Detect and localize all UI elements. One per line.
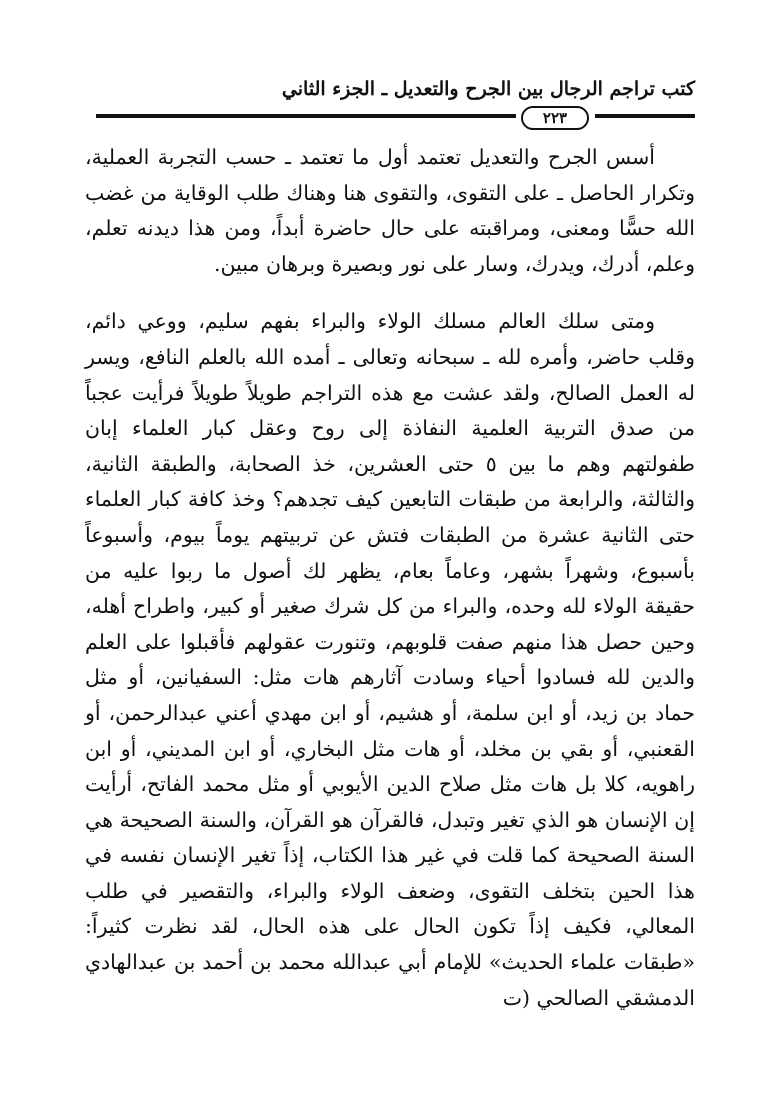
body-text [85, 140, 695, 1016]
page-number: ٢٢٣ [521, 106, 589, 130]
paragraph-2: ومتى سلك العالم مسلك الولاء والبراء بفهم سليم، ووعي دائم، وقلب حاضر، وأمره لله ـ سبحانه وتعالى ـ أمده الله بالعلم النافع، ويسر له العمل الصالح، ولقد عشت مع هذه التراجم طويلاً طويلاً فرأيت عجباً من صدق التربية العلمية النفاذة إلى روح وعقل كبار العلماء إبان طفولتهم وهم ما بين ٥ حتى العشرين، خذ الصحابة، والطبقة الثانية، والثالثة، والرابعة من طبقات التابعين كيف تجدهم؟ وخذ كافة كبار العلماء حتى الثانية عشرة من الطبقات فتش عن تربيتهم يوماً بيوم، وأسبوعاً بأسبوع، وشهراً بشهر، وعاماً بعام، يظهر لك أصول ما ربوا عليه من حقيقة الولاء لله وحده، والبراء من كل شرك صغير أو كبير، واطراح أهله، وحين حصل هذا منهم صفت قلوبهم، وتنورت عقولهم فأقبلوا على العلم والدين لله فسادوا أحياء وسادت آثارهم هات مثل: السفيانين، أو مثل حماد بن زيد، أو ابن سلمة، أو هشيم، أو ابن مهدي أعني عبدالرحمن، أو القعنبي، أو بقي بن مخلد، أو هات مثل البخاري، أو ابن المديني، أو ابن راهويه، كلا بل هات مثل صلاح الدين الأيوبي أو مثل محمد الفاتح، أرأيت إن الإنسان هو الذي تغير وتبدل، فالقرآن هو القرآن، والسنة الصحيحة هي السنة الصحيحة كما قلت في غير هذا الكتاب، إذاً تغير الإنسان نفسه في هذا الحين بتخلف التقوى، وضعف الولاء والبراء، والتقصير في طلب المعالي، فكيف إذاً تكون الحال على هذه الحال، لقد نظرت كثيراً: «طبقات علماء الحديث» للإمام أبي عبدالله محمد بن أحمد بن عبدالهادي الدمشقي الصالحي (ت [85, 309, 695, 1010]
running-header-title: كتب تراجم الرجال بين الجرح والتعديل ـ الجزء الثاني [281, 78, 695, 100]
paragraph-1: أسس الجرح والتعديل تعتمد أول ما تعتمد ـ حسب التجربة العملية، وتكرار الحاصل ـ على التقوى، والتقوى هنا وهناك طلب الوقاية من غضب الله حسًّا ومعنى، ومراقبته على حال حاضرة أبداً، ومن هذا ديدنه تعلم، وعلم، أدرك، ويدرك، وسار على نور وبصيرة وبرهان مبين. [85, 145, 695, 276]
header-rule [96, 109, 695, 127]
running-header [96, 76, 695, 106]
header-rule-right-segment [595, 114, 695, 118]
header-rule-left-segment [96, 114, 516, 118]
